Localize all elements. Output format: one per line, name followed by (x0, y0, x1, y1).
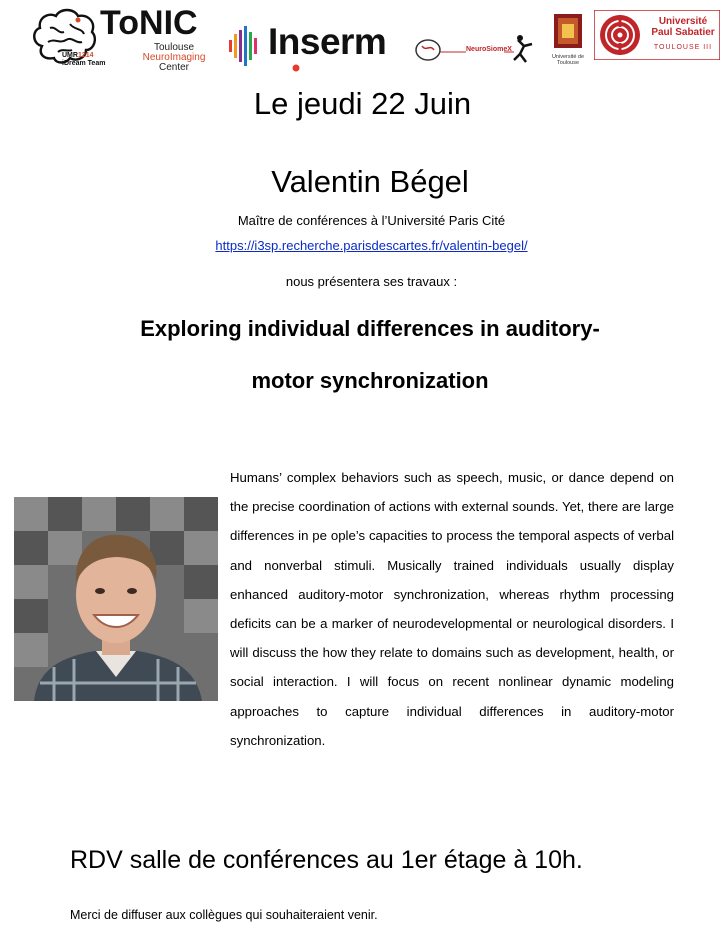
presents-text: nous présentera ses travaux : (285, 274, 458, 289)
tonic-umr-number: 1214 (77, 52, 94, 59)
inserm-dot-icon (292, 64, 300, 72)
inserm-name: Inserm (268, 21, 387, 62)
tonic-umr (62, 52, 122, 68)
ut-name: Université de Toulouse (551, 54, 585, 66)
talk-title-line2: motor synchronization (251, 368, 489, 393)
inserm-bars-icon (228, 26, 262, 66)
ut-logo (548, 12, 588, 72)
tonic-title: ToNIC (100, 4, 198, 42)
talk-abstract: Humans’ complex behaviors such as speech, music, or dance depend on the precise coordination of actions with external sounds. Yet, there are large differences in pe ople’s capacities to process the temporal aspects of verbal and nonverbal stimuli. Musically trained individuals usually display enhanced auditory-motor synchronization, whereas rhythm processing deficits can be a marker of neurodevelopmental or neurological disorders. I will discuss the how they relate to domains such as development, health, or social interaction. I will focus on recent nonlinear dynamic modeling approaches to capture individual differences in auditory-motor synchronization. (230, 470, 674, 748)
tonic-line1: Toulouse (153, 42, 195, 53)
tonic-logo (30, 6, 215, 72)
header-logos (0, 0, 725, 80)
speaker-photo (14, 497, 218, 701)
tonic-line3: Center (158, 62, 189, 73)
tonic-line2: NeuroImaging (142, 52, 206, 63)
neurosiomex-name: NeuroSiomeX (466, 46, 512, 53)
speaker-url-link[interactable]: https://i3sp.recherche.parisdescartes.fr/valentin-begel/ (215, 238, 528, 253)
speaker-affiliation: Maître de conférences à l’Université Paris Cité (237, 213, 506, 228)
merci-note: Merci de diffuser aux collègues qui souhaiteraient venir. (70, 908, 378, 922)
tonic-team: iDream Team (62, 60, 106, 67)
inserm-logo (228, 16, 408, 72)
speaker-portrait-icon (14, 497, 218, 701)
speaker-name: Valentin Bégel (271, 164, 469, 199)
neurosiomex-logo (414, 32, 542, 72)
ups-city: TOULOUSE III (653, 44, 713, 51)
event-date: Le jeudi 22 Juin (253, 86, 472, 121)
talk-title-line1: Exploring individual differences in auditory- (140, 316, 600, 341)
tonic-umr-prefix: UMR (62, 52, 78, 59)
ut-shield-icon (548, 12, 588, 54)
ups-logo (594, 10, 720, 60)
ups-name: Université Paul Sabatier (651, 16, 715, 38)
rdv-location: RDV salle de conférences au 1er étage à 10h. (70, 846, 583, 874)
